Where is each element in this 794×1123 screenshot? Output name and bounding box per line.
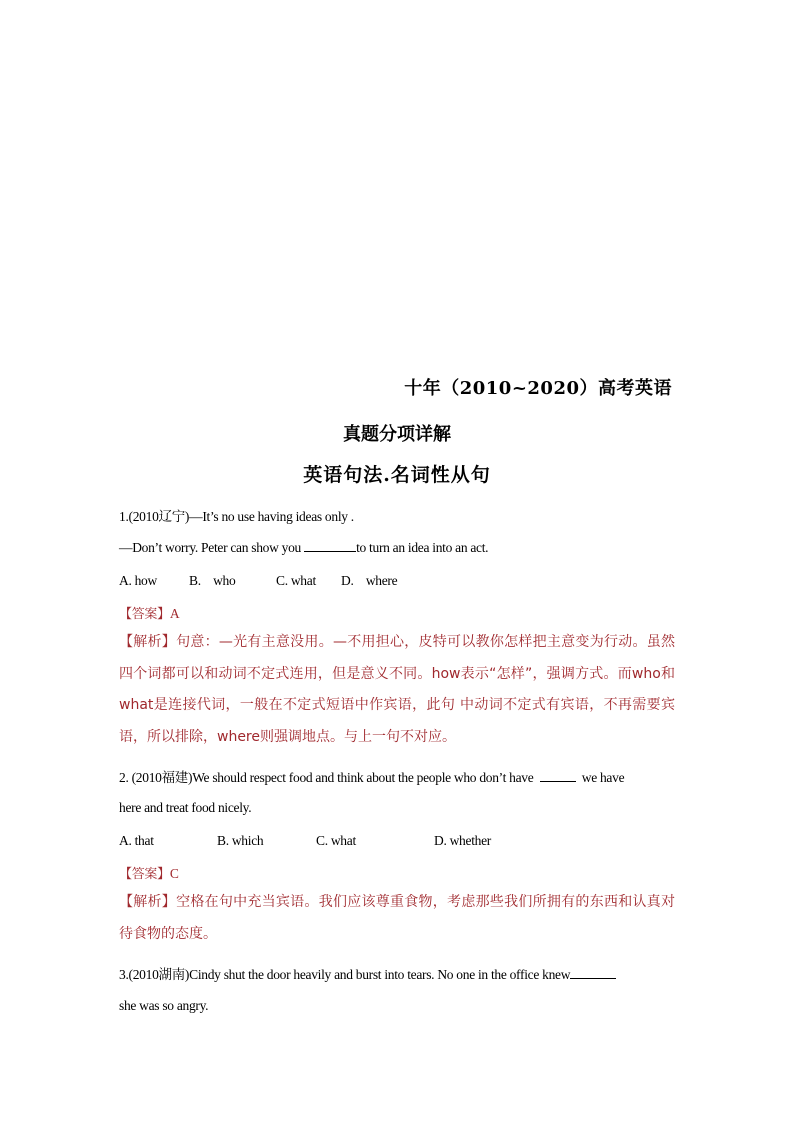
q1-option-b: B. who	[189, 573, 236, 588]
q1-answer	[119, 603, 179, 622]
document-topic: 英语句法.名词性从句	[303, 464, 491, 486]
q2-stem-line2: here and treat food nicely.	[119, 800, 252, 815]
q2-blank	[540, 770, 576, 782]
q1-explain-text: 句意：—光有主意没用。—不用担心，皮特可以教你怎样把主意变为行动。虽然四个词都可以和动词不定式连用，但是意义不同。how表示“怎样”，强调方式。而who和what是连接代词，一般在不定式短语中作宾语，此句 中动词不定式有宾语，不再需要宾语，所以排除，where则强调地点。与上一句不对应。	[119, 634, 676, 745]
q2-option-d: D. whether	[434, 833, 491, 848]
q3-stem-line2: she was so angry.	[119, 998, 209, 1013]
q2-options	[119, 833, 491, 849]
q1-stem-line1: 1.(2010辽宁)—It’s no use having ideas only .	[119, 509, 354, 524]
q3-stem-line1: 3.(2010湖南)Cindy shut the door heavily and burst into tears. No one in the office knew	[119, 963, 616, 983]
document-title: 十年（2010~2020）高考英语	[404, 378, 672, 399]
q1-option-d: D. where	[341, 573, 398, 588]
q2-explanation	[119, 887, 675, 950]
q2-option-b: B. which	[217, 833, 264, 848]
q1-blank	[304, 540, 356, 552]
q1-stem-line2: —Don’t worry. Peter can show you to turn an idea into an act.	[119, 540, 489, 555]
q2-answer-value: C	[169, 866, 179, 881]
q1-answer-value: A	[169, 606, 180, 621]
q1-explanation	[119, 627, 675, 753]
q1-answer-label: 【答案】	[119, 607, 170, 622]
q1-option-c: C. what	[276, 573, 316, 588]
q2-option-a: A. that	[119, 833, 154, 848]
q1-option-a: A. how	[119, 573, 157, 588]
q2-answer-label: 【答案】	[119, 867, 170, 882]
q2-option-c: C. what	[316, 833, 356, 848]
document-subtitle: 真题分项详解	[343, 424, 451, 445]
q3-blank	[570, 967, 616, 979]
q2-stem-line1: 2. (2010福建)We should respect food and think about the people who don’t have we have	[119, 770, 625, 785]
q2-explain-text: 空格在句中充当宾语。我们应该尊重食物，考虑那些我们所拥有的东西和认真对待食物的态度。	[119, 894, 676, 942]
q2-answer	[119, 863, 179, 882]
q1-options	[119, 573, 397, 589]
q2-explain-label: 【解析】	[119, 894, 177, 910]
q1-explain-label: 【解析】	[119, 634, 177, 650]
